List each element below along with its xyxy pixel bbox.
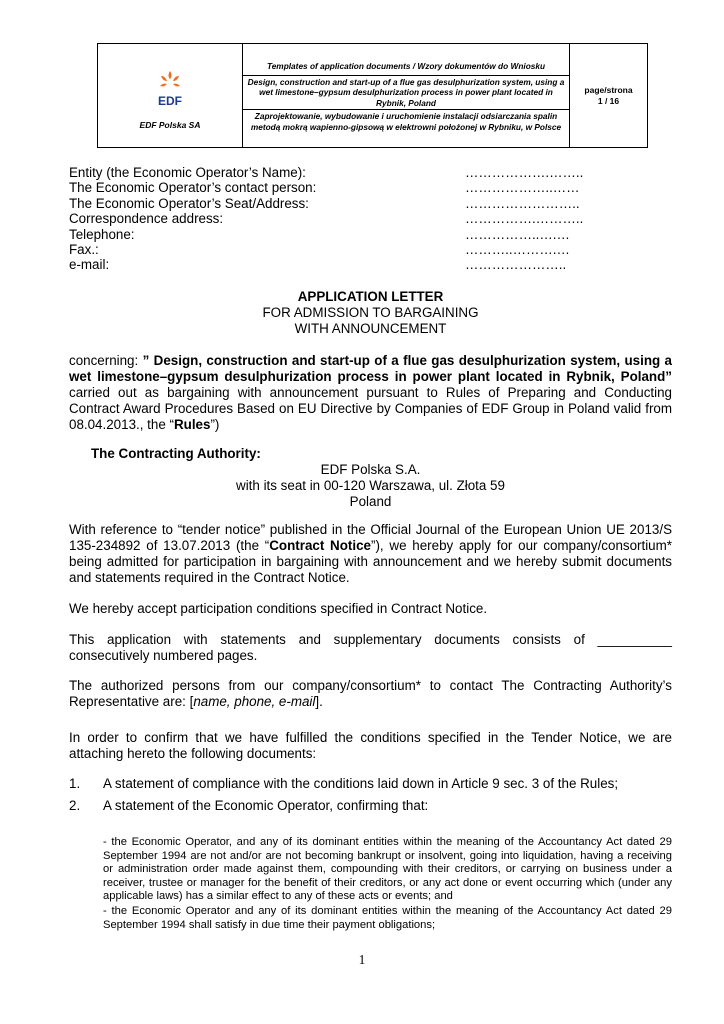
authority-country: Poland	[349, 494, 392, 509]
authority-name: EDF Polska S.A.	[320, 462, 421, 477]
sub-item: - the Economic Operator, and any of its dominant entities within the meaning of the Accountancy Act dated 29 September 1994 are not and/or are not becoming bankrupt or insolvent, going into liquidation, having a receiving or administration order made against them, compounding with their creditors, or carrying on business under a receiver, trustee or manager for the benefit of their creditors, or any act done or event occurring which (under any applicable laws) has a similar effect to any of these acts or events; and	[103, 836, 672, 903]
confirm-paragraph: In order to confirm that we have fulfilled the conditions specified in the Tender Notice, we are attaching hereto the following documents:	[69, 730, 672, 761]
field-dots: …………….………..	[465, 211, 584, 227]
page-number: 1	[358, 952, 366, 967]
sub-item: - the Economic Operator and any of its dominant entities within the meaning of the Accountancy Act dated 29 September 1994 shall satisfy in due time their payment obligations;	[103, 905, 672, 931]
project-title-pl: Zaprojektowanie, wybudowanie i uruchomienie instalacji odsiarczania spalin metodą mokrą wapienno-gipsową w elektrowni położonej w Rybniku, w Polsce	[243, 109, 569, 133]
accept-paragraph: We hereby accept participation conditions specified in Contract Notice.	[69, 601, 488, 616]
header-page-cell	[570, 44, 648, 148]
contact-paragraph	[69, 678, 672, 710]
list-text: A statement of the Economic Operator, confirming that:	[103, 798, 429, 813]
contract-notice-term: Contract Notice	[269, 538, 371, 553]
field-label: Telephone:	[69, 226, 135, 242]
edf-sun-icon	[157, 70, 183, 94]
entity-row	[69, 242, 589, 257]
project-title-en: Design, construction and start-up of a flue gas desulphurization system, using a wet limestone–gypsum desulphurization process in power plant located in Rybnik, Poland	[243, 75, 569, 110]
concerning-text: carried out as bargaining with announcement pursuant to Rules of Preparing and Conducting Contract Award Procedures Based on EU Directive by Companies of EDF Group in Poland valid from 08.04.2013., the “	[69, 385, 672, 432]
authority-address: with its seat in 00-120 Warszawa, ul. Złota 59	[236, 478, 505, 493]
field-dots: ………..……….…	[465, 242, 570, 258]
entity-row	[69, 196, 589, 211]
field-label: Entity (the Economic Operator’s Name):	[69, 165, 306, 180]
concerning-end: ”)	[210, 417, 220, 432]
template-title: Templates of application documents / Wzory dokumentów do Wniosku	[266, 61, 546, 71]
list-text: A statement of compliance with the conditions laid down in Article 9 sec. 3 of the Rules;	[103, 776, 619, 791]
entity-row	[69, 227, 589, 242]
project-name: ” Design, construction and start-up of a flue gas desulphurization system, using a wet limestone–gypsum desulphurization process in power plant located in Rybnik, Poland”	[69, 353, 673, 384]
svg-text:EDF: EDF	[158, 93, 182, 106]
rules-term: Rules	[173, 417, 211, 432]
field-dots: ………………..……	[465, 180, 580, 196]
field-label: Correspondence address:	[69, 211, 224, 227]
field-dots: ……………………..	[465, 195, 580, 211]
entity-row	[69, 180, 589, 195]
reference-paragraph	[69, 522, 672, 586]
entity-fields	[69, 165, 589, 273]
concerning-prefix: concerning:	[69, 353, 143, 368]
field-label: e-mail:	[69, 257, 110, 273]
letter-subtitle-2: WITH ANNOUNCEMENT	[294, 321, 447, 336]
entity-row	[69, 165, 589, 180]
entity-row	[69, 211, 589, 226]
field-dots: ……………..….…	[465, 226, 570, 242]
letter-subtitle-1: FOR ADMISSION TO BARGAINING	[262, 305, 479, 320]
field-label: The Economic Operator’s contact person:	[69, 180, 317, 196]
header-title-cell	[243, 44, 570, 148]
page-value: 1 / 16	[597, 95, 620, 106]
contact-text-2: ].	[315, 694, 323, 709]
contact-text-1: The authorized persons from our company/consortium* to contact The Contracting Authority’s Representative are: [	[69, 678, 672, 709]
header-table	[97, 43, 648, 148]
field-dots: …………………..	[465, 257, 567, 273]
letter-title: APPLICATION LETTER	[297, 289, 444, 304]
header-logo-cell	[98, 44, 243, 148]
edf-logo	[155, 94, 185, 106]
company-name: EDF Polska SA	[139, 119, 201, 130]
field-label: Fax.:	[69, 242, 99, 258]
field-dots: ……………….……..	[465, 165, 584, 180]
list-number: 1.	[69, 776, 81, 791]
page-label: page/strona	[584, 84, 633, 95]
pages-paragraph: This application with statements and supplementary documents consists of __________ consecutively numbered pages.	[69, 632, 672, 663]
reference-text-1: With reference to “tender notice” published in the Official Journal of the European Union UE 2013/S 135-234892 of 13.07.2013 (the “	[69, 522, 672, 553]
list-number: 2.	[69, 798, 81, 813]
entity-row	[69, 257, 589, 272]
concerning-paragraph	[69, 353, 672, 433]
field-label: The Economic Operator’s Seat/Address:	[69, 195, 309, 211]
authority-heading: The Contracting Authority:	[91, 446, 261, 461]
contact-placeholder: name, phone, e-mail	[193, 694, 316, 709]
reference-text-2: ”), we hereby apply for our company/consortium* being admitted for participation in bargaining with announcement and we hereby submit documents and statements required in the Contract Notice.	[69, 538, 672, 585]
